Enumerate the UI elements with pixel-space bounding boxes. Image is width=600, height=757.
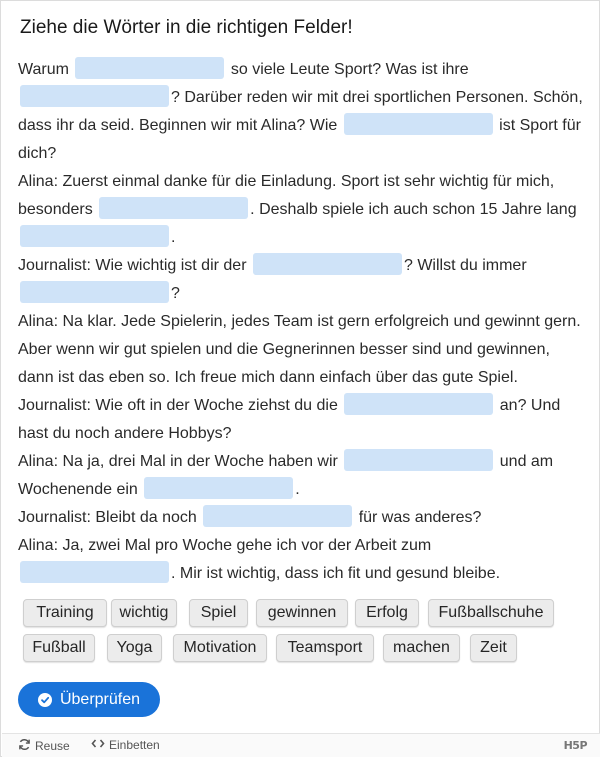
text-segment: für was anderes? [358,509,482,526]
drop-zone-6[interactable] [253,253,402,275]
drop-zone-7[interactable] [20,281,169,303]
drop-zone-5[interactable] [20,225,169,247]
draggable-word-erfolg[interactable]: Erfolg [355,599,419,627]
draggable-word-motivation[interactable]: Motivation [173,634,267,662]
reuse-label: Reuse [35,739,70,753]
drop-zone-1[interactable] [75,57,224,79]
h5p-logo[interactable]: H5P [563,739,587,752]
check-button-label: Überprüfen [59,690,141,708]
text-segment: . [295,481,300,498]
text-segment: Alina: Zuerst einmal danke für die Einladung. Sport ist sehr wichtig für mich, besonders [18,173,555,218]
draggable-word-yoga[interactable]: Yoga [107,634,162,662]
draggable-word-training[interactable]: Training [23,599,107,627]
text-segment: an? Und hast du noch andere Hobbys? [18,397,561,442]
draggable-word-gewinnen[interactable]: gewinnen [256,599,348,627]
text-segment: Journalist: Bleibt da noch [18,509,197,526]
drop-zone-9[interactable] [344,449,493,471]
text-segment: ? Darüber reden wir mit drei sportlichen Personen. Schön, dass ihr da seid. Beginnen wir mit Alina? Wie [18,89,583,134]
text-segment: Alina: Na klar. Jede Spielerin, jedes Team ist gern erfolgreich und gewinnt gern. Aber wenn wir gut spielen und die Gegnerinnen besser sind und gewinnen, dann ist das eben so. Ich freue mich dann einfach über das gute Spiel. [18,313,581,386]
draggable-word-zeit[interactable]: Zeit [470,634,517,662]
embed-link[interactable] [91,738,160,752]
task-title: Ziehe die Wörter in die richtigen Felder! [20,17,353,38]
draggable-word-wichtig[interactable]: wichtig [111,599,177,627]
drop-zone-4[interactable] [99,197,248,219]
drop-zone-8[interactable] [344,393,493,415]
text-segment: ist Sport für dich? [18,117,581,162]
text-segment: und am Wochenende ein [18,453,554,498]
footer-bar [2,733,600,757]
check-circle-icon [38,693,52,707]
drop-zone-3[interactable] [344,113,493,135]
text-segment: . [171,229,176,246]
text-segment: Journalist: Wie wichtig ist dir der [18,257,247,274]
drop-zone-2[interactable] [20,85,169,107]
draggable-word-spiel[interactable]: Spiel [189,599,248,627]
code-icon [91,738,105,752]
reuse-link[interactable] [18,738,70,754]
text-segment: Alina: Ja, zwei Mal pro Woche gehe ich vor der Arbeit zum [18,537,432,554]
draggable-word-fussballschuhe[interactable]: Fußballschuhe [428,599,554,627]
text-segment: Warum [18,61,69,78]
embed-label: Einbetten [109,738,160,752]
drop-zone-10[interactable] [144,477,293,499]
cloze-text [18,56,588,588]
draggable-word-machen[interactable]: machen [383,634,460,662]
reuse-icon [18,738,31,754]
text-segment: . Mir ist wichtig, dass ich fit und gesund bleibe. [171,565,501,582]
drop-zone-12[interactable] [20,561,169,583]
draggable-word-fussball[interactable]: Fußball [23,634,95,662]
text-segment: . Deshalb spiele ich auch schon 15 Jahre lang [250,201,577,218]
text-segment: ? [171,285,180,302]
text-segment: so viele Leute Sport? Was ist ihre [230,61,469,78]
check-button[interactable] [18,682,160,717]
text-segment: ? Willst du immer [403,257,527,274]
text-segment: Journalist: Wie oft in der Woche ziehst du die [18,397,338,414]
drop-zone-11[interactable] [203,505,352,527]
text-segment: Alina: Na ja, drei Mal in der Woche haben wir [18,453,338,470]
draggable-word-teamsport[interactable]: Teamsport [276,634,374,662]
